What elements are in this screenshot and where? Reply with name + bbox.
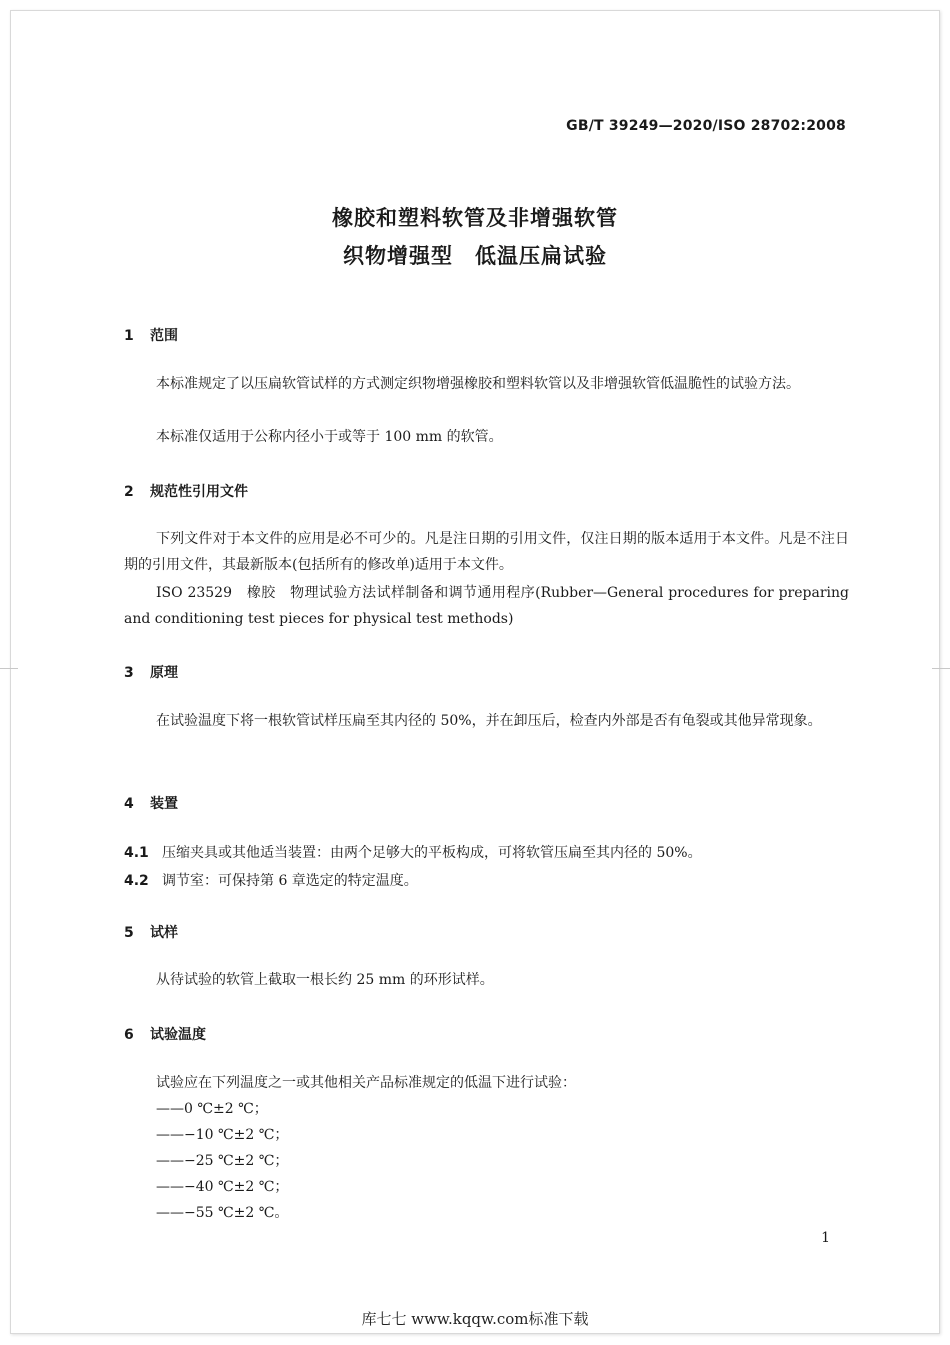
- list-item: ——−10 ℃±2 ℃；: [156, 1127, 289, 1143]
- subsection-number: 4.2: [124, 873, 149, 889]
- section-title: 装置: [150, 796, 178, 812]
- crop-mark-left: [0, 668, 18, 669]
- crop-mark-right: [932, 668, 950, 669]
- section-3-paragraph-1: 在试验温度下将一根软管试样压扁至其内径的 50%，并在卸压后，检查内外部是否有龟裂或其他异常现象。: [156, 713, 822, 729]
- section-title: 试样: [150, 925, 178, 941]
- section-number: 4: [124, 796, 134, 812]
- section-2-paragraph-2: ISO 23529 橡胶 物理试验方法试样制备和调节通用程序(Rubber—General procedures for preparing and conditioning test pieces for physical test methods): [124, 585, 849, 627]
- list-item: ——−40 ℃±2 ℃；: [156, 1179, 289, 1195]
- section-title: 原理: [150, 665, 178, 681]
- section-number: 6: [124, 1027, 134, 1043]
- section-6-heading: [124, 1024, 206, 1044]
- section-number: 3: [124, 665, 134, 681]
- subsection-text: 压缩夹具或其他适当装置：由两个足够大的平板构成，可将软管压扁至其内径的 50%。: [162, 845, 702, 861]
- section-3-heading: [124, 662, 178, 682]
- section-5-heading: [124, 922, 178, 942]
- section-1-heading: [124, 325, 178, 345]
- title-line-2: 织物增强型 低温压扁试验: [343, 244, 607, 268]
- section-2-paragraph-1: 下列文件对于本文件的应用是必不可少的。凡是注日期的引用文件，仅注日期的版本适用于本文件。凡是不注日期的引用文件，其最新版本(包括所有的修改单)适用于本文件。: [124, 531, 849, 573]
- list-item: ——0 ℃±2 ℃；: [156, 1101, 268, 1117]
- section-6-paragraph-1: 试验应在下列温度之一或其他相关产品标准规定的低温下进行试验：: [156, 1075, 576, 1091]
- subsection-number: 4.1: [124, 845, 149, 861]
- section-title: 范围: [150, 328, 178, 344]
- list-item: ——−25 ℃±2 ℃；: [156, 1153, 289, 1169]
- subsection-4-2: [124, 870, 418, 890]
- temperature-list: [156, 1096, 288, 1226]
- section-title: 试验温度: [150, 1027, 206, 1043]
- section-4-heading: [124, 793, 178, 813]
- section-1-paragraph-2: 本标准仅适用于公称内径小于或等于 100 mm 的软管。: [156, 429, 503, 445]
- section-number: 1: [124, 328, 134, 344]
- footer-watermark: 库七七 www.kqqw.com标准下载: [361, 1310, 589, 1328]
- title-line-1: 橡胶和塑料软管及非增强软管: [332, 206, 618, 230]
- section-title: 规范性引用文件: [150, 484, 248, 500]
- section-2-heading: [124, 481, 248, 501]
- section-5-paragraph-1: 从待试验的软管上截取一根长约 25 mm 的环形试样。: [156, 972, 494, 988]
- section-number: 2: [124, 484, 134, 500]
- section-number: 5: [124, 925, 134, 941]
- subsection-text: 调节室：可保持第 6 章选定的特定温度。: [162, 873, 418, 889]
- page-number: 1: [821, 1230, 830, 1246]
- section-1-paragraph-1: 本标准规定了以压扁软管试样的方式测定织物增强橡胶和塑料软管以及非增强软管低温脆性的试验方法。: [156, 376, 800, 392]
- subsection-4-1: [124, 842, 702, 862]
- standard-code: GB/T 39249—2020/ISO 28702:2008: [566, 118, 846, 134]
- list-item: ——−55 ℃±2 ℃。: [156, 1205, 289, 1221]
